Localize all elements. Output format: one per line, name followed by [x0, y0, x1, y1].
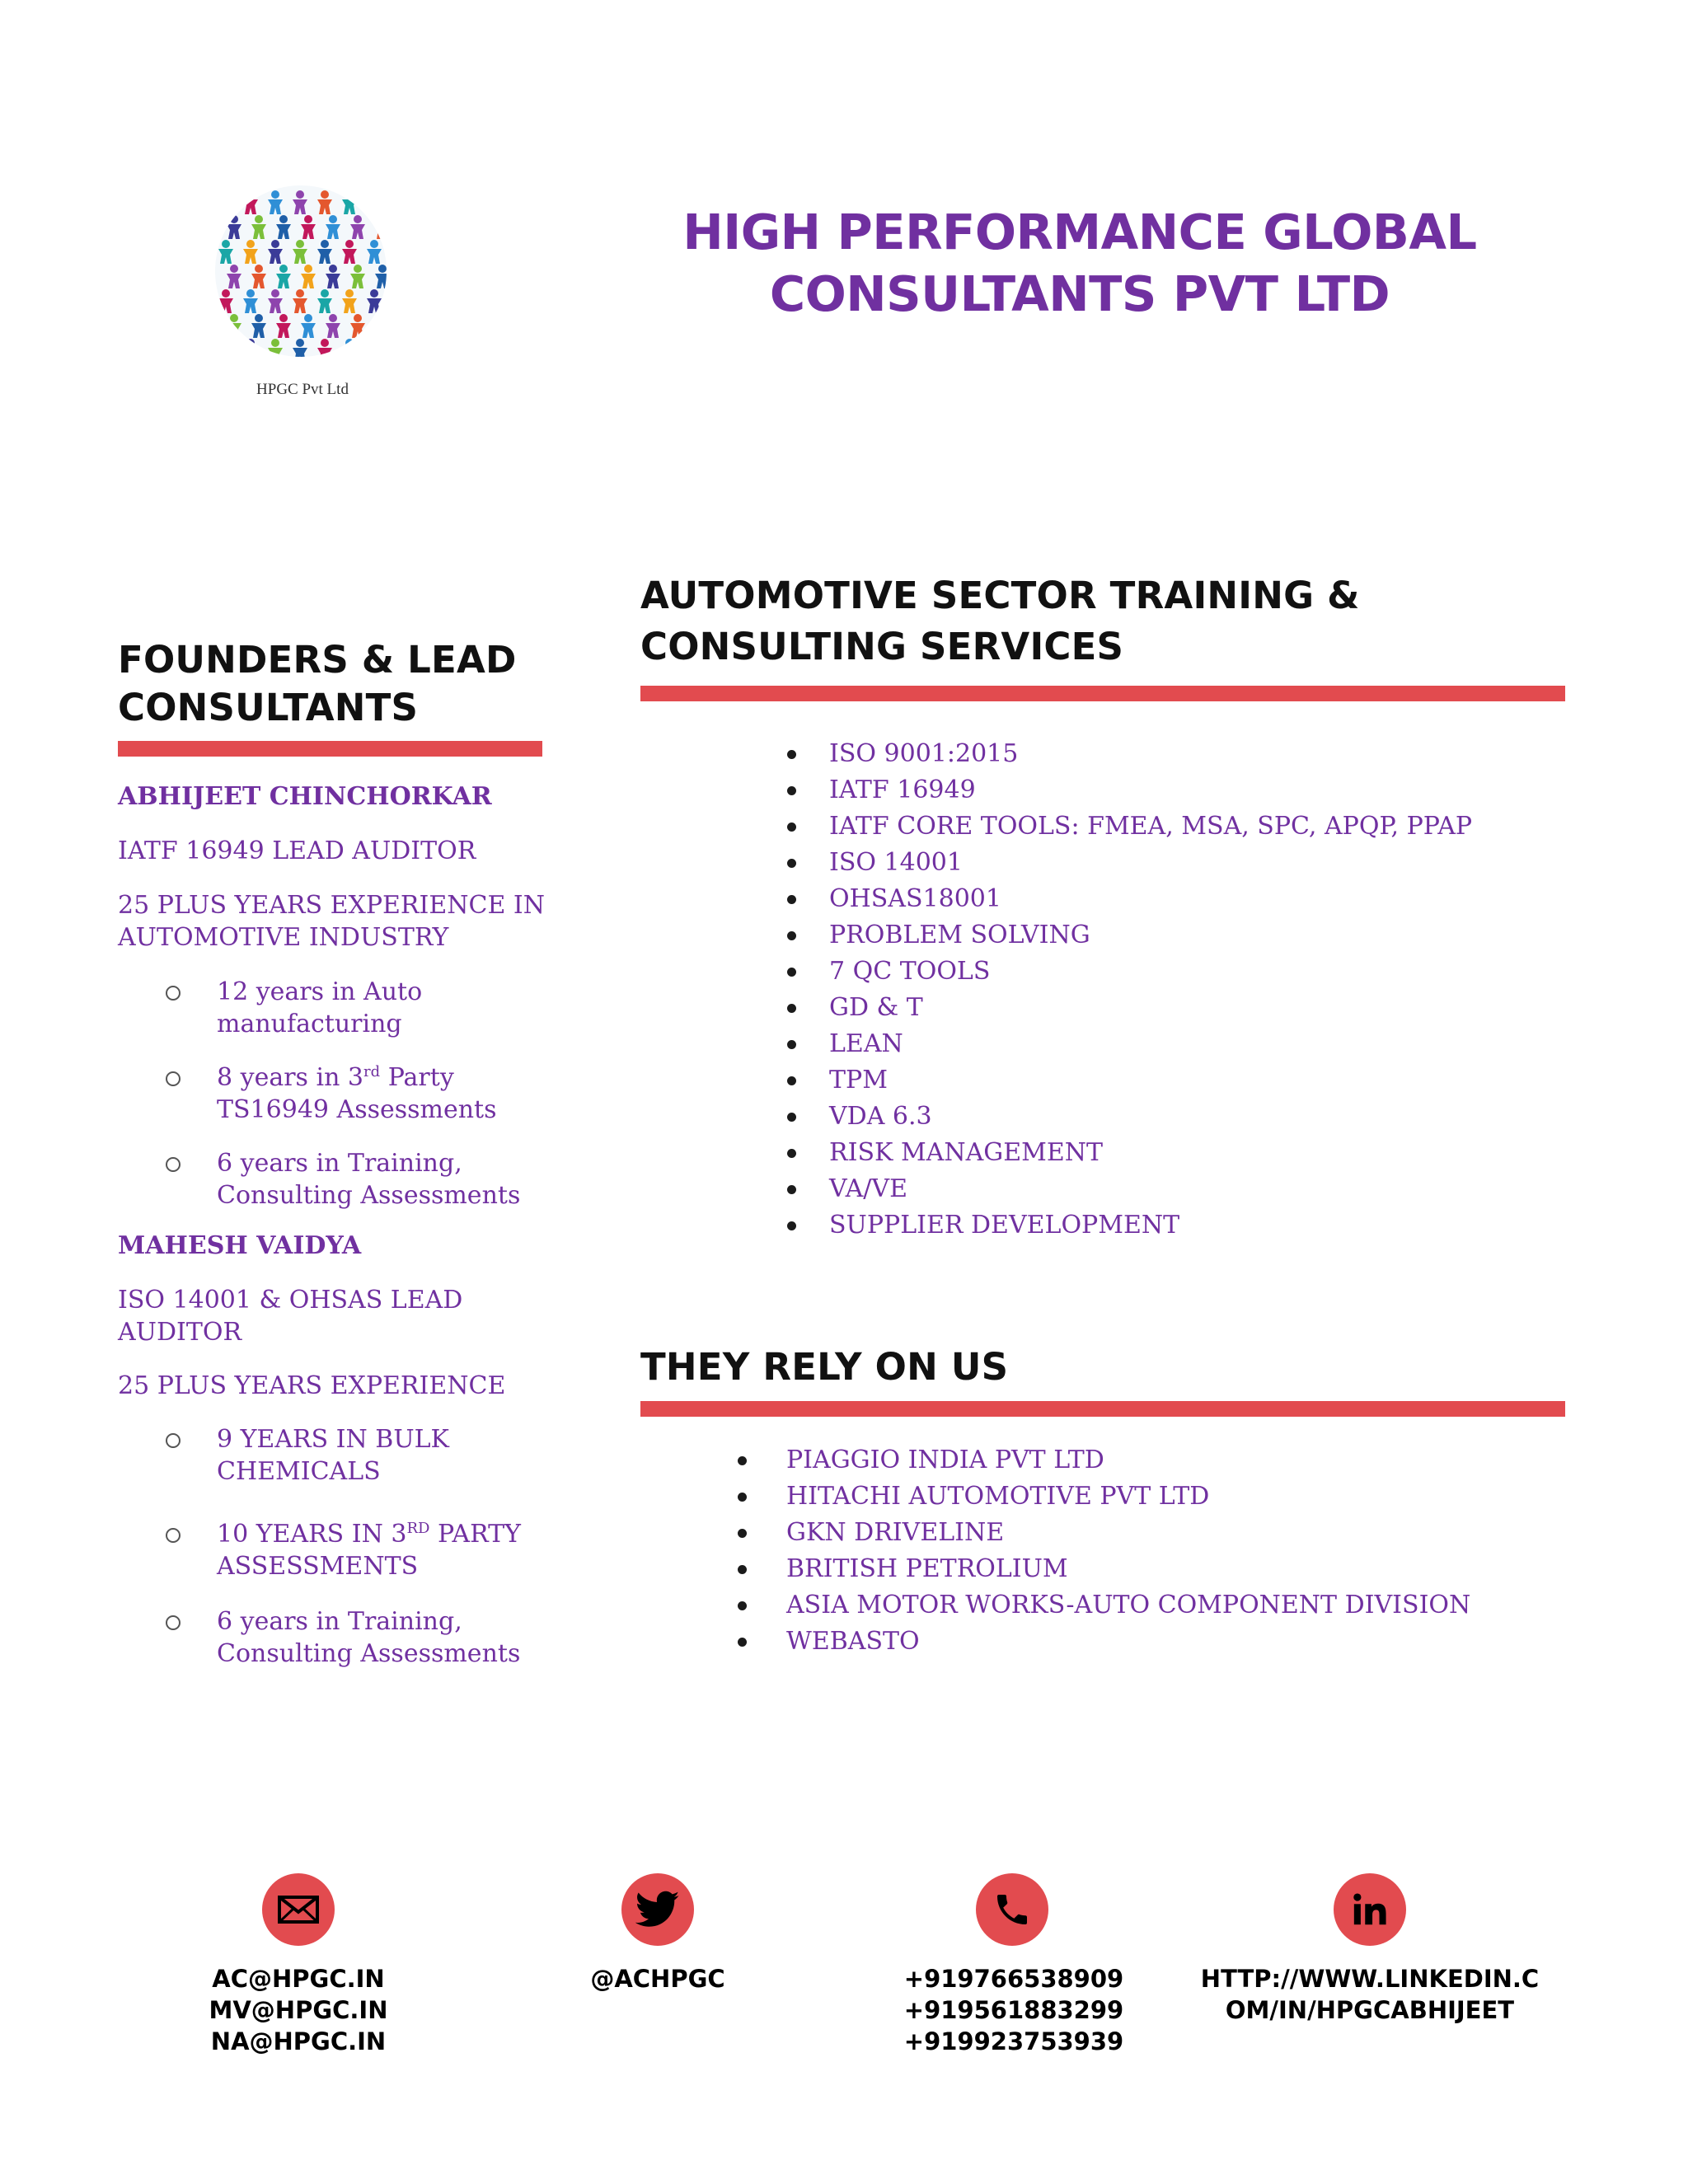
phone-number[interactable]: +919561883299	[903, 1996, 1124, 2024]
clients-heading: THEY RELY ON US	[640, 1345, 1009, 1389]
logo-caption: HPGC Pvt Ltd	[256, 381, 349, 398]
list-item	[787, 845, 1529, 881]
list-item-text: LEAN	[829, 1029, 903, 1058]
list-item	[787, 954, 1529, 990]
list-item	[787, 1135, 1529, 1171]
person-name: MAHESH VAIDYA	[118, 1231, 362, 1260]
company-title-line-1: HIGH PERFORMANCE GLOBAL	[682, 204, 1477, 260]
detail-line: Consulting Assessments	[217, 1639, 521, 1668]
detail-item	[118, 976, 563, 1040]
list-item	[787, 736, 1529, 772]
list-item	[738, 1479, 1562, 1515]
person-role	[118, 1284, 563, 1348]
detail-line	[217, 1062, 563, 1094]
list-item	[787, 1171, 1529, 1207]
phone-icon-circle[interactable]	[976, 1873, 1048, 1946]
hollow-bullet-icon	[166, 1433, 181, 1448]
services-heading-line-2: CONSULTING SERVICES	[640, 625, 1124, 668]
list-item	[787, 881, 1529, 917]
linkedin-icon-circle[interactable]	[1334, 1873, 1406, 1946]
detail-item	[118, 1605, 563, 1670]
list-item	[787, 917, 1529, 954]
bullet-icon	[787, 895, 796, 904]
founders-section	[118, 780, 563, 1670]
list-item-text: IATF 16949	[829, 776, 976, 804]
person-figure-icon	[375, 314, 389, 338]
list-item	[738, 1587, 1562, 1624]
list-item	[787, 808, 1529, 845]
bullet-icon	[787, 1113, 796, 1122]
services-list	[787, 736, 1529, 1244]
bullet-icon	[787, 1221, 796, 1230]
email-link[interactable]: AC@HPGC.IN	[212, 1965, 385, 1993]
list-item-text: IATF CORE TOOLS: FMEA, MSA, SPC, APQP, PPAP	[829, 812, 1473, 841]
bullet-icon	[787, 968, 796, 977]
bullet-icon	[738, 1529, 747, 1538]
list-item-text: OHSAS18001	[829, 884, 1001, 913]
list-item-text: 7 QC TOOLS	[829, 957, 991, 986]
hollow-bullet-icon	[166, 1528, 181, 1543]
clients-divider	[640, 1401, 1565, 1417]
list-item	[787, 1062, 1529, 1099]
list-item-text: ISO 9001:2015	[829, 739, 1019, 768]
founders-heading-line-2: CONSULTANTS	[118, 686, 419, 729]
list-item-text: WEBASTO	[786, 1627, 920, 1656]
twitter-icon	[635, 1891, 680, 1929]
list-item-text: GKN DRIVELINE	[786, 1518, 1005, 1547]
twitter-handle[interactable]: @ACHPGC	[590, 1965, 725, 1993]
list-item	[738, 1515, 1562, 1551]
detail-line: 6 years in Training,	[217, 1149, 462, 1178]
list-item-text: GD & T	[829, 993, 923, 1022]
email-link[interactable]: NA@HPGC.IN	[210, 2027, 387, 2055]
bullet-icon	[738, 1601, 747, 1610]
services-divider	[640, 686, 1565, 701]
detail-line: 12 years in Auto	[217, 977, 423, 1006]
list-item-text: ISO 14001	[829, 848, 963, 877]
list-item-text: PROBLEM SOLVING	[829, 921, 1090, 949]
detail-text: 8 years in 3	[217, 1063, 364, 1092]
hollow-bullet-icon	[166, 986, 181, 1001]
detail-line	[217, 1518, 563, 1550]
detail-item	[118, 1147, 563, 1212]
phone-icon	[992, 1890, 1032, 1929]
bullet-icon	[738, 1493, 747, 1502]
person-figure-icon	[367, 339, 382, 359]
ordinal-suffix: rd	[363, 1063, 381, 1080]
list-item-text: ASIA MOTOR WORKS-AUTO COMPONENT DIVISION	[786, 1591, 1471, 1619]
list-item	[787, 1099, 1529, 1135]
person-figure-icon	[218, 190, 233, 214]
company-title-line-2: CONSULTANTS PVT LTD	[769, 265, 1390, 322]
services-heading-line-1: AUTOMOTIVE SECTOR TRAINING &	[640, 574, 1360, 617]
bullet-icon	[787, 823, 796, 832]
phone-number[interactable]: +919766538909	[903, 1965, 1124, 1993]
email-contacts	[183, 1963, 414, 2057]
list-item	[787, 1026, 1529, 1062]
phone-number[interactable]: +919923753939	[903, 2027, 1124, 2055]
list-item-text: HITACHI AUTOMOTIVE PVT LTD	[786, 1482, 1210, 1511]
list-item-text: SUPPLIER DEVELOPMENT	[829, 1211, 1180, 1240]
detail-line: CHEMICALS	[217, 1457, 381, 1486]
services-heading	[640, 570, 1564, 673]
phone-contacts	[890, 1963, 1137, 2057]
ordinal-suffix: RD	[406, 1520, 430, 1537]
detail-line: Consulting Assessments	[217, 1181, 521, 1210]
detail-item	[118, 1062, 563, 1126]
mail-icon	[278, 1896, 319, 1924]
company-title	[643, 201, 1517, 325]
list-item-text: VDA 6.3	[829, 1102, 932, 1131]
hollow-bullet-icon	[166, 1615, 181, 1630]
person-role: IATF 16949 LEAD AUDITOR	[118, 837, 476, 865]
role-line: ISO 14001 & OHSAS LEAD	[118, 1286, 463, 1315]
list-item	[738, 1624, 1562, 1660]
bullet-icon	[738, 1565, 747, 1574]
hollow-bullet-icon	[166, 1157, 181, 1172]
list-item	[787, 772, 1529, 808]
person-experience: 25 PLUS YEARS EXPERIENCE	[118, 1371, 506, 1400]
detail-text: Party	[380, 1063, 454, 1092]
person-figure-icon	[367, 190, 382, 214]
detail-line: TS16949 Assessments	[217, 1095, 497, 1124]
detail-text: PARTY	[429, 1520, 521, 1549]
detail-item	[118, 1518, 563, 1582]
bullet-icon	[787, 750, 796, 759]
bullet-icon	[787, 1076, 796, 1085]
list-item-text: VA/VE	[829, 1174, 907, 1203]
linkedin-icon	[1351, 1891, 1389, 1929]
clients-list	[738, 1442, 1562, 1660]
twitter-icon-circle[interactable]	[621, 1873, 694, 1946]
detail-line: 6 years in Training,	[217, 1607, 462, 1636]
founders-heading-line-1: FOUNDERS & LEAD	[118, 638, 517, 682]
detail-item	[118, 1423, 563, 1488]
email-link[interactable]: MV@HPGC.IN	[209, 1996, 388, 2024]
experience-line: 25 PLUS YEARS EXPERIENCE IN	[118, 891, 546, 920]
linkedin-url-line: HTTP://WWW.LINKEDIN.C	[1200, 1965, 1540, 1993]
person-name: ABHIJEET CHINCHORKAR	[118, 782, 492, 811]
bullet-icon	[787, 786, 796, 795]
bullet-icon	[738, 1456, 747, 1465]
person-details-list	[118, 976, 563, 1212]
person-experience	[118, 889, 563, 954]
founders-heading	[118, 635, 579, 733]
linkedin-url-line: OM/IN/HPGCABHIJEET	[1225, 1996, 1515, 2024]
person-figure-icon	[218, 339, 233, 359]
bullet-icon	[787, 859, 796, 868]
bullet-icon	[787, 1185, 796, 1194]
founders-divider	[118, 741, 542, 757]
list-item-text: BRITISH PETROLIUM	[786, 1554, 1068, 1583]
list-item	[787, 990, 1529, 1026]
detail-line: 9 YEARS IN BULK	[217, 1425, 449, 1454]
list-item	[738, 1442, 1562, 1479]
list-item-text: TPM	[829, 1066, 888, 1094]
detail-text: 10 YEARS IN 3	[217, 1520, 407, 1549]
detail-line: ASSESSMENTS	[217, 1552, 419, 1581]
email-icon-circle[interactable]	[262, 1873, 335, 1946]
bullet-icon	[787, 1149, 796, 1158]
detail-line: manufacturing	[217, 1010, 402, 1038]
bullet-icon	[787, 931, 796, 940]
person-details-list	[118, 1423, 563, 1670]
linkedin-url[interactable]	[1197, 1963, 1543, 2026]
role-line: AUDITOR	[118, 1318, 242, 1347]
list-item	[787, 1207, 1529, 1244]
hollow-bullet-icon	[166, 1071, 181, 1086]
bullet-icon	[787, 1004, 796, 1013]
experience-line: AUTOMOTIVE INDUSTRY	[118, 923, 449, 952]
list-item	[738, 1551, 1562, 1587]
hpgc-logo	[213, 183, 389, 359]
bullet-icon	[738, 1638, 747, 1647]
list-item-text: PIAGGIO INDIA PVT LTD	[786, 1446, 1104, 1474]
list-item-text: RISK MANAGEMENT	[829, 1138, 1103, 1167]
bullet-icon	[787, 1040, 796, 1049]
